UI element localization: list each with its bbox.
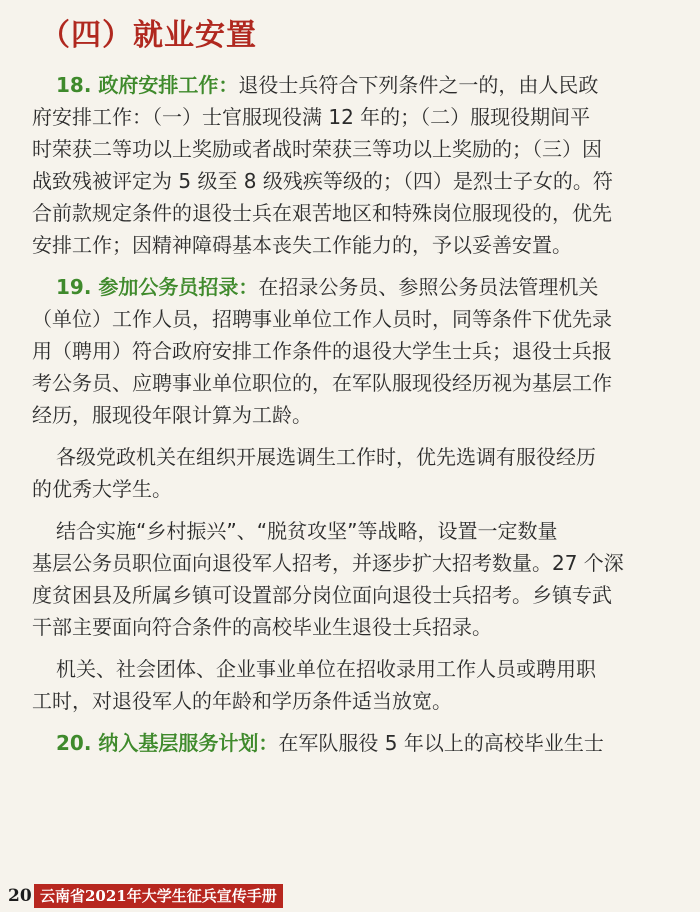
line-text: 的优秀大学生。 (32, 477, 172, 501)
paragraph-line (32, 686, 452, 716)
paragraph-line (56, 272, 598, 302)
page-footer (0, 880, 700, 912)
paragraph-line (32, 612, 492, 642)
paragraph-line (32, 230, 572, 260)
paragraph-line (32, 368, 612, 398)
line-text: 经历，服现役年限计算为工龄。 (32, 403, 312, 427)
line-text: 干部主要面向符合条件的高校毕业生退役士兵招录。 (32, 615, 492, 639)
section-title: （四）就业安置 (40, 18, 257, 53)
clause-heading: 20. 纳入基层服务计划： (56, 731, 279, 755)
paragraph-line (32, 474, 172, 504)
paragraph-line (32, 548, 624, 578)
paragraph-line (32, 336, 612, 366)
clause-heading: 18. 政府安排工作： (56, 73, 239, 97)
line-text: 合前款规定条件的退役士兵在艰苦地区和特殊岗位服现役的，优先 (32, 201, 612, 225)
line-text: 考公务员、应聘事业单位职位的，在军队服现役经历视为基层工作 (32, 371, 612, 395)
line-text: 在招录公务员、参照公务员法管理机关 (258, 275, 599, 299)
line-text: 时荣获二等功以上奖励或者战时荣获三等功以上奖励的；（三）因 (32, 137, 602, 161)
paragraph-line (32, 304, 612, 334)
line-text: （单位）工作人员，招聘事业单位工作人员时，同等条件下优先录 (32, 307, 612, 331)
line-text: 各级党政机关在组织开展选调生工作时，优先选调有服役经历 (56, 445, 596, 469)
line-text: 府安排工作：（一）士官服现役满 12 年的；（二）服现役期间平 (32, 105, 591, 129)
paragraph-line (56, 654, 596, 684)
line-text: 结合实施“乡村振兴”、“脱贫攻坚”等战略，设置一定数量 (56, 519, 558, 543)
paragraph-line (56, 516, 557, 546)
clause-heading: 19. 参加公务员招录： (56, 275, 259, 299)
paragraph-line (32, 166, 613, 196)
paragraph-line (32, 400, 312, 430)
line-text: 安排工作；因精神障碍基本丧失工作能力的，予以妥善安置。 (32, 233, 572, 257)
line-text: 工时，对退役军人的年龄和学历条件适当放宽。 (32, 689, 452, 713)
paragraph-line (32, 102, 590, 132)
paragraph-line (56, 70, 598, 100)
paragraph-line (56, 442, 596, 472)
line-text: 机关、社会团体、企业事业单位在招收录用工作人员或聘用职 (56, 657, 596, 681)
line-text: 度贫困县及所属乡镇可设置部分岗位面向退役士兵招考。乡镇专武 (32, 583, 612, 607)
paragraph-line (32, 580, 612, 610)
line-text: 战致残被评定为 5 级至 8 级残疾等级的；（四）是烈士子女的。符 (32, 169, 613, 193)
paragraph-line (56, 728, 604, 758)
line-text: 用（聘用）符合政府安排工作条件的退役大学生士兵；退役士兵报 (32, 339, 612, 363)
paragraph-line (32, 134, 602, 164)
paragraph-line (32, 198, 612, 228)
line-text: 退役士兵符合下列条件之一的，由人民政 (238, 73, 599, 97)
line-text: 基层公务员职位面向退役军人招考，并逐步扩大招考数量。27 个深 (32, 551, 624, 575)
line-text: 在军队服役 5 年以上的高校毕业生士 (278, 731, 604, 755)
page-number: 20 (8, 886, 32, 906)
book-title-banner: 云南省2021年大学生征兵宣传手册 (34, 884, 283, 908)
